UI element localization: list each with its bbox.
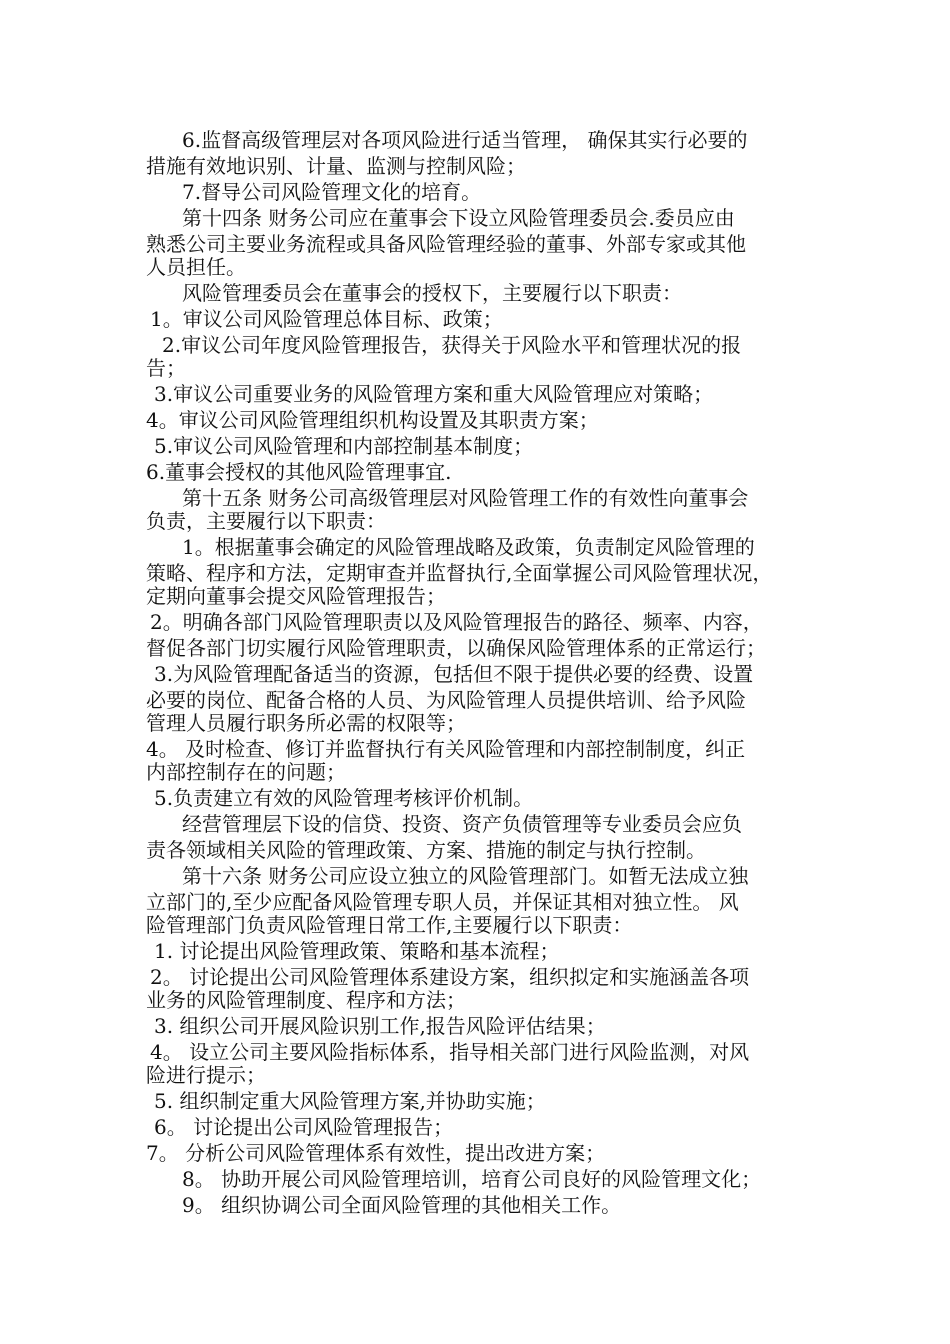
text-line: 经营管理层下设的信贷、投资、资产负债管理等专业委员会应负 (182, 812, 742, 836)
text-line: 9。 组织协调公司全面风险管理的其他相关工作。 (182, 1193, 622, 1217)
text-line: 1。审议公司风险管理总体目标、政策； (150, 307, 503, 331)
text-line: 第十六条 财务公司应设立独立的风险管理部门。如暂无法成立独 (182, 864, 749, 888)
text-line: 5. 组织制定重大风险管理方案,并协助实施； (154, 1089, 546, 1113)
text-line: 4。 设立公司主要风险指标体系，指导相关部门进行风险监测，对风 (150, 1040, 750, 1064)
text-line: 4。审议公司风险管理组织机构设置及其职责方案； (146, 408, 599, 432)
text-line: 责各领域相关风险的管理政策、方案、措施的制定与执行控制。 (146, 838, 706, 862)
text-line: 人员担任。 (146, 255, 246, 279)
text-line: 3. 组织公司开展风险识别工作,报告风险评估结果； (154, 1014, 606, 1038)
text-line: 督促各部门切实履行风险管理职责，以确保风险管理体系的正常运行； (146, 636, 766, 660)
text-line: 业务的风险管理制度、程序和方法； (146, 988, 466, 1012)
text-line: 6。 讨论提出公司风险管理报告； (154, 1115, 454, 1139)
text-line: 8。 协助开展公司风险管理培训，培育公司良好的风险管理文化； (182, 1167, 762, 1191)
text-line: 措施有效地识别、计量、监测与控制风险； (146, 154, 526, 178)
text-line: 4。 及时检查、修订并监督执行有关风险管理和内部控制制度，纠正 (146, 737, 746, 761)
text-line: 6.监督高级管理层对各项风险进行适当管理， 确保其实行必要的 (182, 128, 748, 152)
text-line: 5.审议公司风险管理和内部控制基本制度； (154, 434, 534, 458)
text-line: 2。 讨论提出公司风险管理体系建设方案，组织拟定和实施涵盖各项 (150, 965, 750, 989)
text-line: 内部控制存在的问题； (146, 760, 346, 784)
text-line: 告； (146, 356, 186, 380)
text-line: 6.董事会授权的其他风险管理事宜. (146, 460, 452, 484)
text-line: 5.负责建立有效的风险管理考核评价机制。 (154, 786, 534, 810)
text-line: 定期向董事会提交风险管理报告； (146, 584, 446, 608)
text-line: 风险管理委员会在董事会的授权下，主要履行以下职责： (182, 281, 682, 305)
text-line: 熟悉公司主要业务流程或具备风险管理经验的董事、外部专家或其他 (146, 232, 746, 256)
text-line: 险进行提示； (146, 1063, 266, 1087)
text-line: 7。 分析公司风险管理体系有效性，提出改进方案； (146, 1141, 606, 1165)
text-line: 3.审议公司重要业务的风险管理方案和重大风险管理应对策略； (154, 382, 714, 406)
text-line: 立部门的,至少应配备风险管理专职人员，并保证其相对独立性。 风 (146, 890, 739, 914)
text-line: 负责，主要履行以下职责： (146, 509, 386, 533)
text-line: 险管理部门负责风险管理日常工作,主要履行以下职责： (146, 913, 633, 937)
text-line: 2。明确各部门风险管理职责以及风险管理报告的路径、频率、内容， (150, 610, 763, 634)
text-line: 第十四条 财务公司应在董事会下设立风险管理委员会.委员应由 (182, 206, 735, 230)
text-line: 必要的岗位、配备合格的人员、为风险管理人员提供培训、给予风险 (146, 688, 746, 712)
text-line: 1。根据董事会确定的风险管理战略及政策，负责制定风险管理的 (182, 535, 755, 559)
text-line: 策略、程序和方法，定期审查并监督执行,全面掌握公司风险管理状况， (146, 561, 773, 585)
text-line: 2.审议公司年度风险管理报告，获得关于风险水平和管理状况的报 (162, 333, 742, 357)
text-line: 3.为风险管理配备适当的资源，包括但不限于提供必要的经费、设置 (154, 662, 754, 686)
text-line: 1. 讨论提出风险管理政策、策略和基本流程； (154, 939, 560, 963)
text-line: 7.督导公司风险管理文化的培育。 (182, 180, 482, 204)
text-line: 第十五条 财务公司高级管理层对风险管理工作的有效性向董事会 (182, 486, 749, 510)
text-line: 管理人员履行职务所必需的权限等； (146, 711, 466, 735)
